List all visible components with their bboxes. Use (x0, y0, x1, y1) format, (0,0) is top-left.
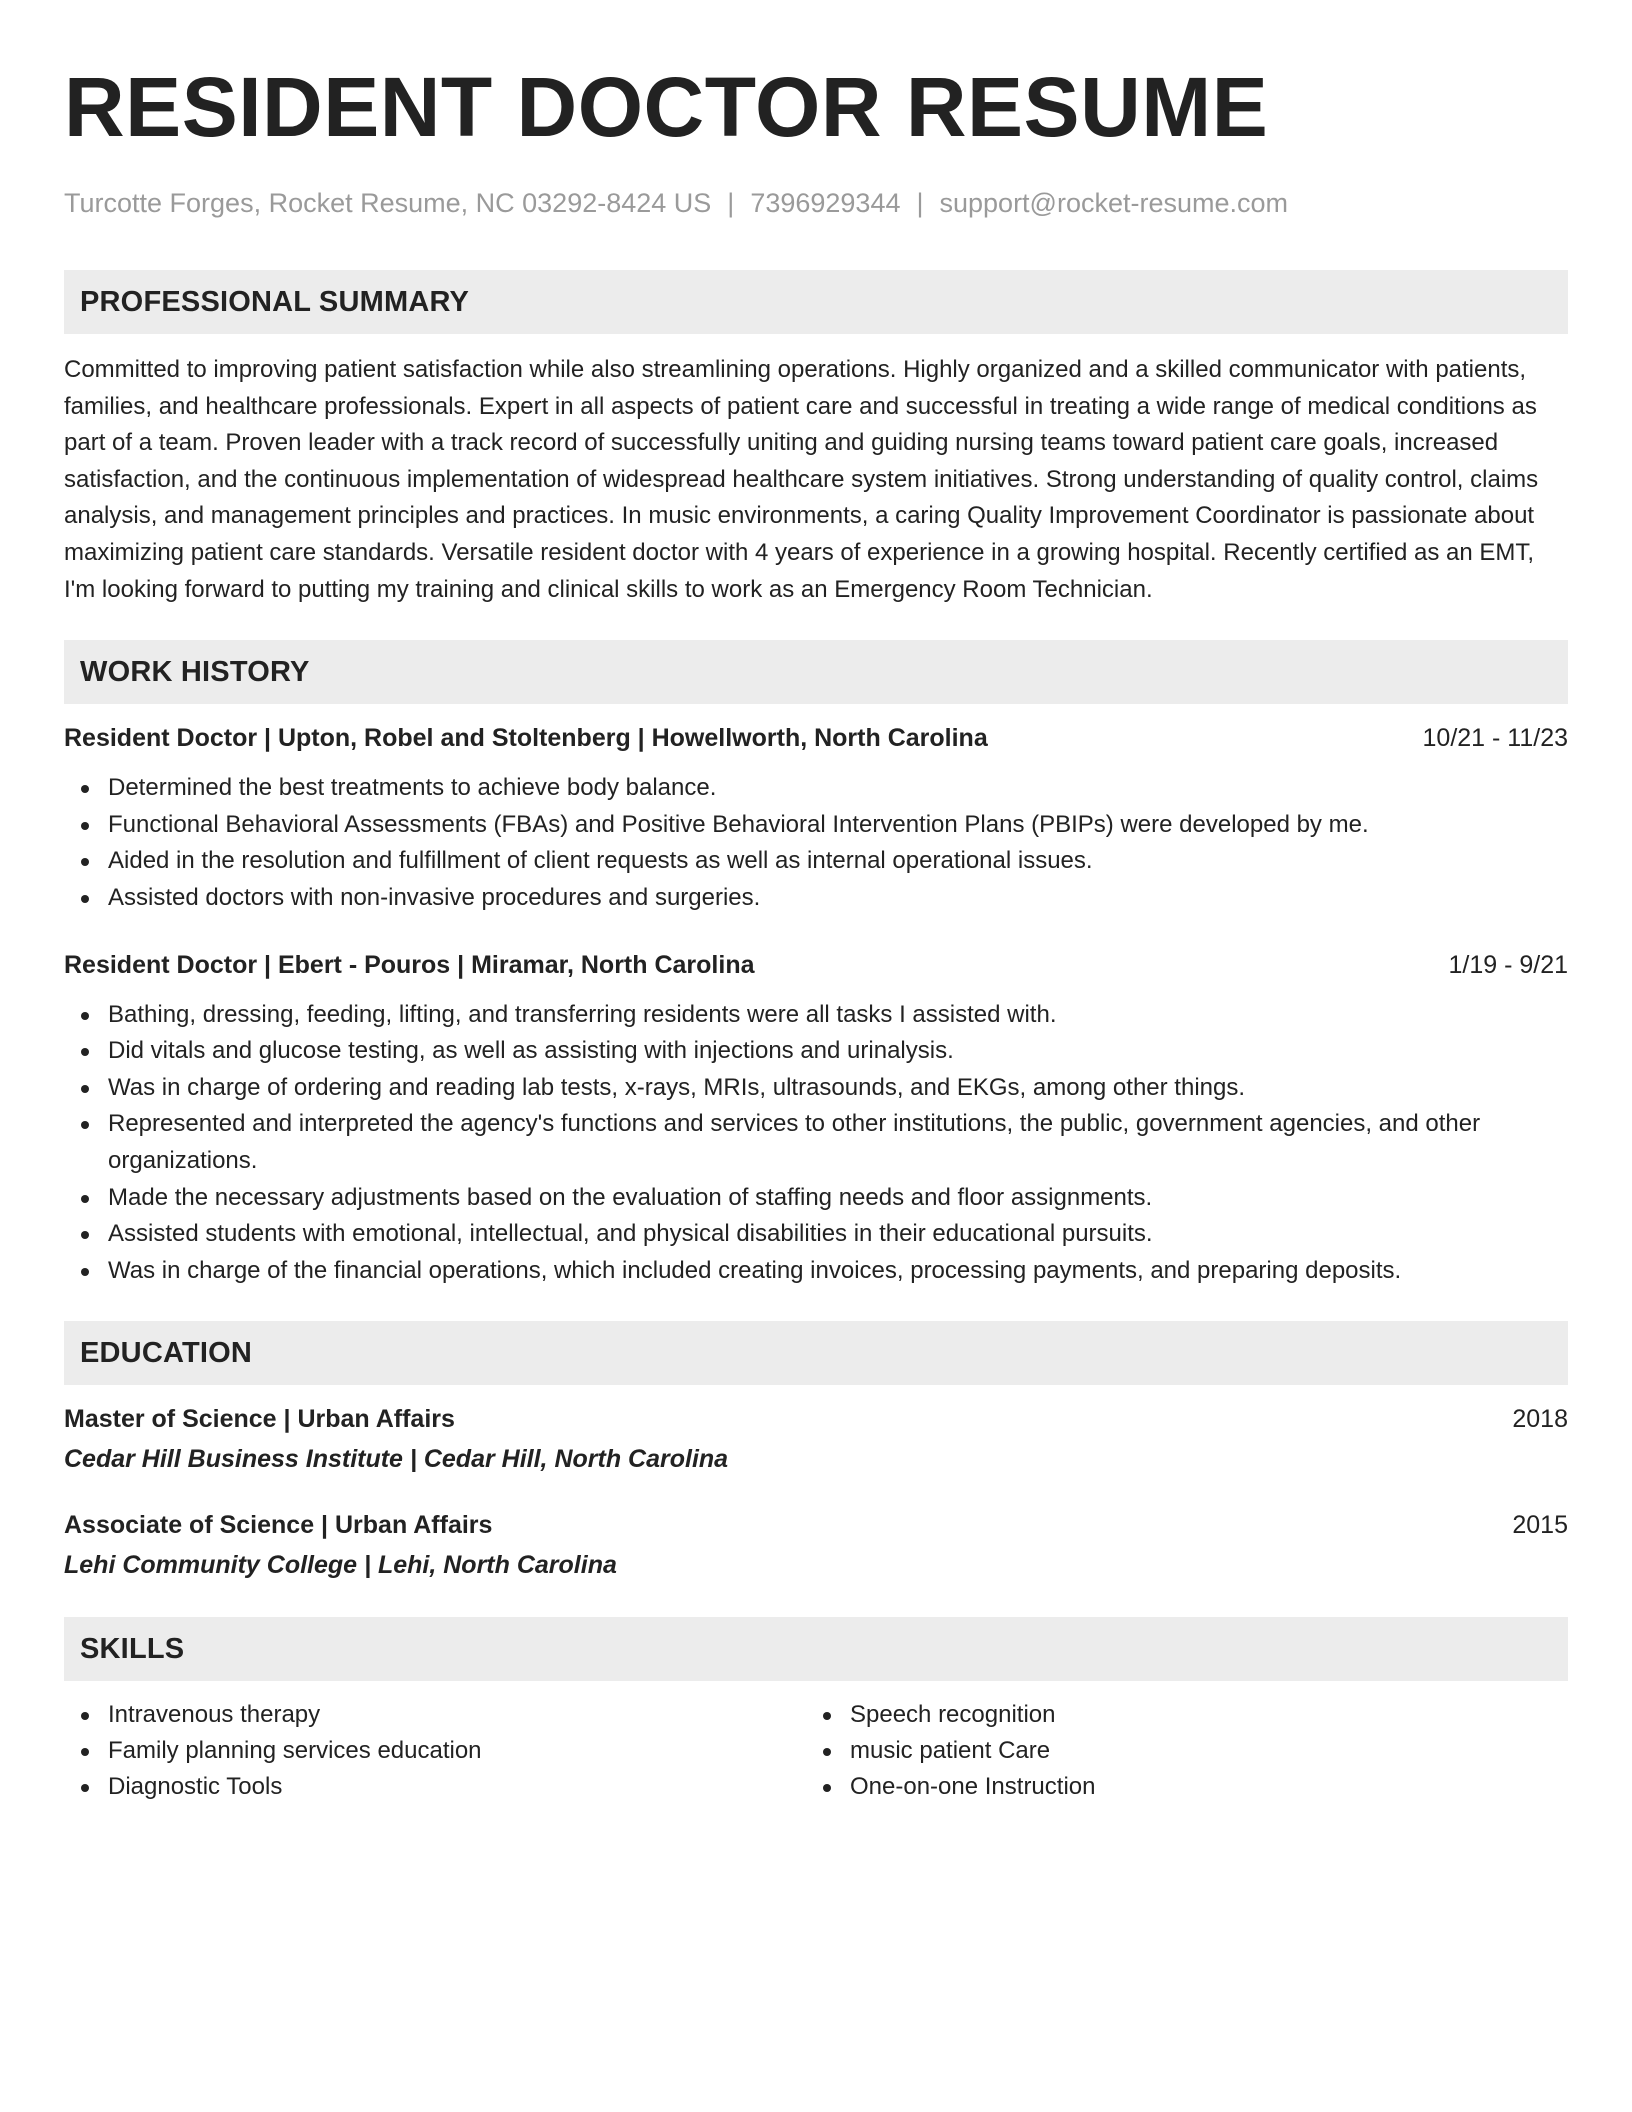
education-heading: EDUCATION (64, 1321, 1568, 1385)
job-entry (64, 947, 1568, 1290)
job-bullet: Represented and interpreted the agency's functions and services to other institutions, the public, government agencies, and other organizations. (64, 1106, 1568, 1179)
job-bullet: Was in charge of ordering and reading lab tests, x-rays, MRIs, ultrasounds, and EKGs, among other things. (64, 1070, 1568, 1107)
summary-heading: PROFESSIONAL SUMMARY (64, 270, 1568, 334)
job-bullet: Functional Behavioral Assessments (FBAs) and Positive Behavioral Intervention Plans (PBIPs) were developed by me. (64, 807, 1568, 844)
skills-column-left (64, 1697, 806, 1805)
contact-email: support@rocket-resume.com (939, 188, 1289, 218)
education-school: Lehi Community College | Lehi, North Carolina (64, 1551, 617, 1580)
skills-heading: SKILLS (64, 1617, 1568, 1681)
contact-separator: | (727, 188, 735, 218)
job-header (64, 947, 1568, 983)
job-title: Resident Doctor | Upton, Robel and Stoltenberg | Howellworth, North Carolina (64, 724, 988, 753)
skill-item: music patient Care (806, 1733, 1548, 1769)
education-degree: Master of Science | Urban Affairs (64, 1405, 455, 1434)
job-bullet: Did vitals and glucose testing, as well as assisting with injections and urinalysis. (64, 1033, 1568, 1070)
job-bullet: Assisted students with emotional, intellectual, and physical disabilities in their educational pursuits. (64, 1216, 1568, 1253)
skills-column-right (806, 1697, 1548, 1805)
job-entry (64, 720, 1568, 916)
skill-item: One-on-one Instruction (806, 1769, 1548, 1805)
education-entry (64, 1401, 1568, 1477)
job-title: Resident Doctor | Ebert - Pouros | Miramar, North Carolina (64, 950, 755, 979)
education-year: 2015 (1512, 1511, 1568, 1540)
education-entry (64, 1507, 1568, 1583)
work-history-heading: WORK HISTORY (64, 640, 1568, 704)
skills-list (64, 1697, 1568, 1805)
job-header (64, 720, 1568, 756)
education-header (64, 1401, 1568, 1437)
job-dates: 10/21 - 11/23 (1422, 724, 1568, 753)
contact-phone: 7396929344 (750, 188, 901, 218)
education-header (64, 1507, 1568, 1543)
job-bullets (64, 997, 1568, 1290)
job-bullets (64, 770, 1568, 916)
skill-item: Intravenous therapy (64, 1697, 806, 1733)
skill-item: Diagnostic Tools (64, 1769, 806, 1805)
contact-address: Turcotte Forges, Rocket Resume, NC 03292-8424 US (64, 188, 712, 218)
summary-text: Committed to improving patient satisfaction while also streamlining operations. Highly organized and a skilled communicator with patients, families, and healthcare professionals. Expert in all aspects of patient care and successful in treating a wide range of medical conditions as part of a team. Proven leader with a track record of successfully uniting and guiding nursing teams toward patient care goals, increased satisfaction, and the continuous implementation of widespread healthcare system initiatives. Strong understanding of quality control, claims analysis, and management principles and practices. In music environments, a caring Quality Improvement Coordinator is passionate about maximizing patient care standards. Versatile resident doctor with 4 years of experience in a growing hospital. Recently certified as an EMT, I'm looking forward to putting my training and clinical skills to work as an Emergency Room Technician. (64, 356, 1539, 603)
contact-separator: | (916, 188, 924, 218)
resume-title: RESIDENT DOCTOR RESUME (64, 60, 1269, 154)
education-school: Cedar Hill Business Institute | Cedar Hill, North Carolina (64, 1445, 729, 1474)
contact-line (64, 186, 1568, 220)
job-bullet: Aided in the resolution and fulfillment of client requests as well as internal operational issues. (64, 843, 1568, 880)
job-bullet: Determined the best treatments to achieve body balance. (64, 770, 1568, 807)
job-bullet: Bathing, dressing, feeding, lifting, and transferring residents were all tasks I assisted with. (64, 997, 1568, 1034)
job-bullet: Made the necessary adjustments based on the evaluation of staffing needs and floor assignments. (64, 1180, 1568, 1217)
education-degree: Associate of Science | Urban Affairs (64, 1511, 493, 1540)
job-bullet: Was in charge of the financial operations, which included creating invoices, processing payments, and preparing deposits. (64, 1253, 1568, 1290)
job-dates: 1/19 - 9/21 (1448, 950, 1568, 979)
job-bullet: Assisted doctors with non-invasive procedures and surgeries. (64, 880, 1568, 917)
resume-page (64, 0, 1568, 1805)
education-year: 2018 (1512, 1405, 1568, 1434)
skill-item: Speech recognition (806, 1697, 1548, 1733)
skill-item: Family planning services education (64, 1733, 806, 1769)
